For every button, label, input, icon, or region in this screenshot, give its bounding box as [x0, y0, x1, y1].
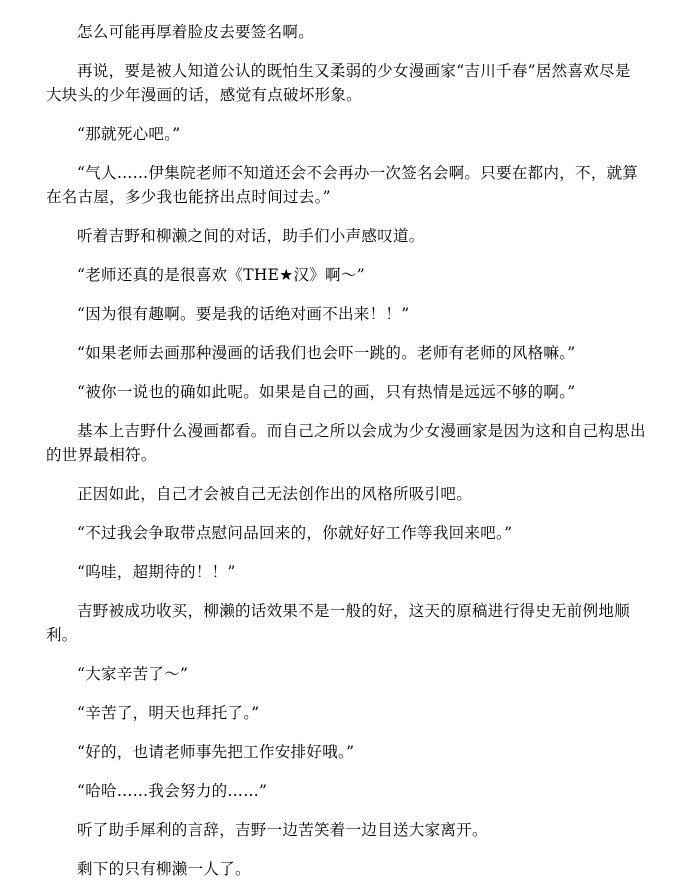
paragraph-1: 怎么可能再厚着脸皮去要签名啊。: [77, 23, 315, 41]
paragraph-5: 听着吉野和柳濑之间的对话，助手们小声感叹道。: [77, 227, 425, 245]
paragraph-14: 吉野被成功收买，柳濑的话效果不是一般的好，这天的原稿进行得史无前例地顺利。: [46, 602, 631, 644]
paragraph-11: 正因如此，自己才会被自己无法创作出的风格所吸引吧。: [77, 485, 473, 503]
paragraph-3: “那就死心吧。”: [77, 125, 181, 143]
paragraph-6: “老师还真的是很喜欢《THE★汉》啊～”: [77, 266, 365, 284]
paragraph-16: “辛苦了，明天也拜托了。”: [77, 704, 260, 722]
paragraph-8: “如果老师去画那种漫画的话我们也会吓一跳的。老师有老师的风格嘛。”: [77, 344, 576, 362]
paragraph-7: “因为很有趣啊。要是我的话绝对画不出来！！”: [77, 305, 410, 323]
paragraph-20: 剩下的只有柳濑一人了。: [77, 860, 251, 878]
paragraph-12: “不过我会争取带点慰问品回来的，你就好好工作等我回来吧。”: [77, 524, 513, 542]
paragraph-13: “呜哇，超期待的！！”: [77, 563, 236, 581]
paragraph-9: “被你一说也的确如此呢。如果是自己的画，只有热情是远远不够的啊。”: [77, 383, 576, 401]
paragraph-2: 再说，要是被人知道公认的既怕生又柔弱的少女漫画家“吉川千春”居然喜欢尽是大块头的少年漫画的话，感觉有点破坏形象。: [46, 62, 631, 104]
paragraph-19: 听了助手犀利的言辞，吉野一边苦笑着一边目送大家离开。: [77, 821, 488, 839]
paragraph-17: “好的，也请老师事先把工作安排好哦。”: [77, 743, 355, 761]
paragraph-4: “气人……伊集院老师不知道还会不会再办一次签名会啊。只要在都内，不，就算在名古屋，多少我也能挤出点时间过去。”: [46, 164, 639, 206]
paragraph-18: “哈哈……我会努力的……”: [77, 782, 268, 800]
document-page: [46, 20, 646, 881]
paragraph-15: “大家辛苦了～”: [77, 665, 189, 683]
paragraph-10: 基本上吉野什么漫画都看。而自己之所以会成为少女漫画家是因为这和自己构思出的世界最相符。: [46, 422, 646, 464]
